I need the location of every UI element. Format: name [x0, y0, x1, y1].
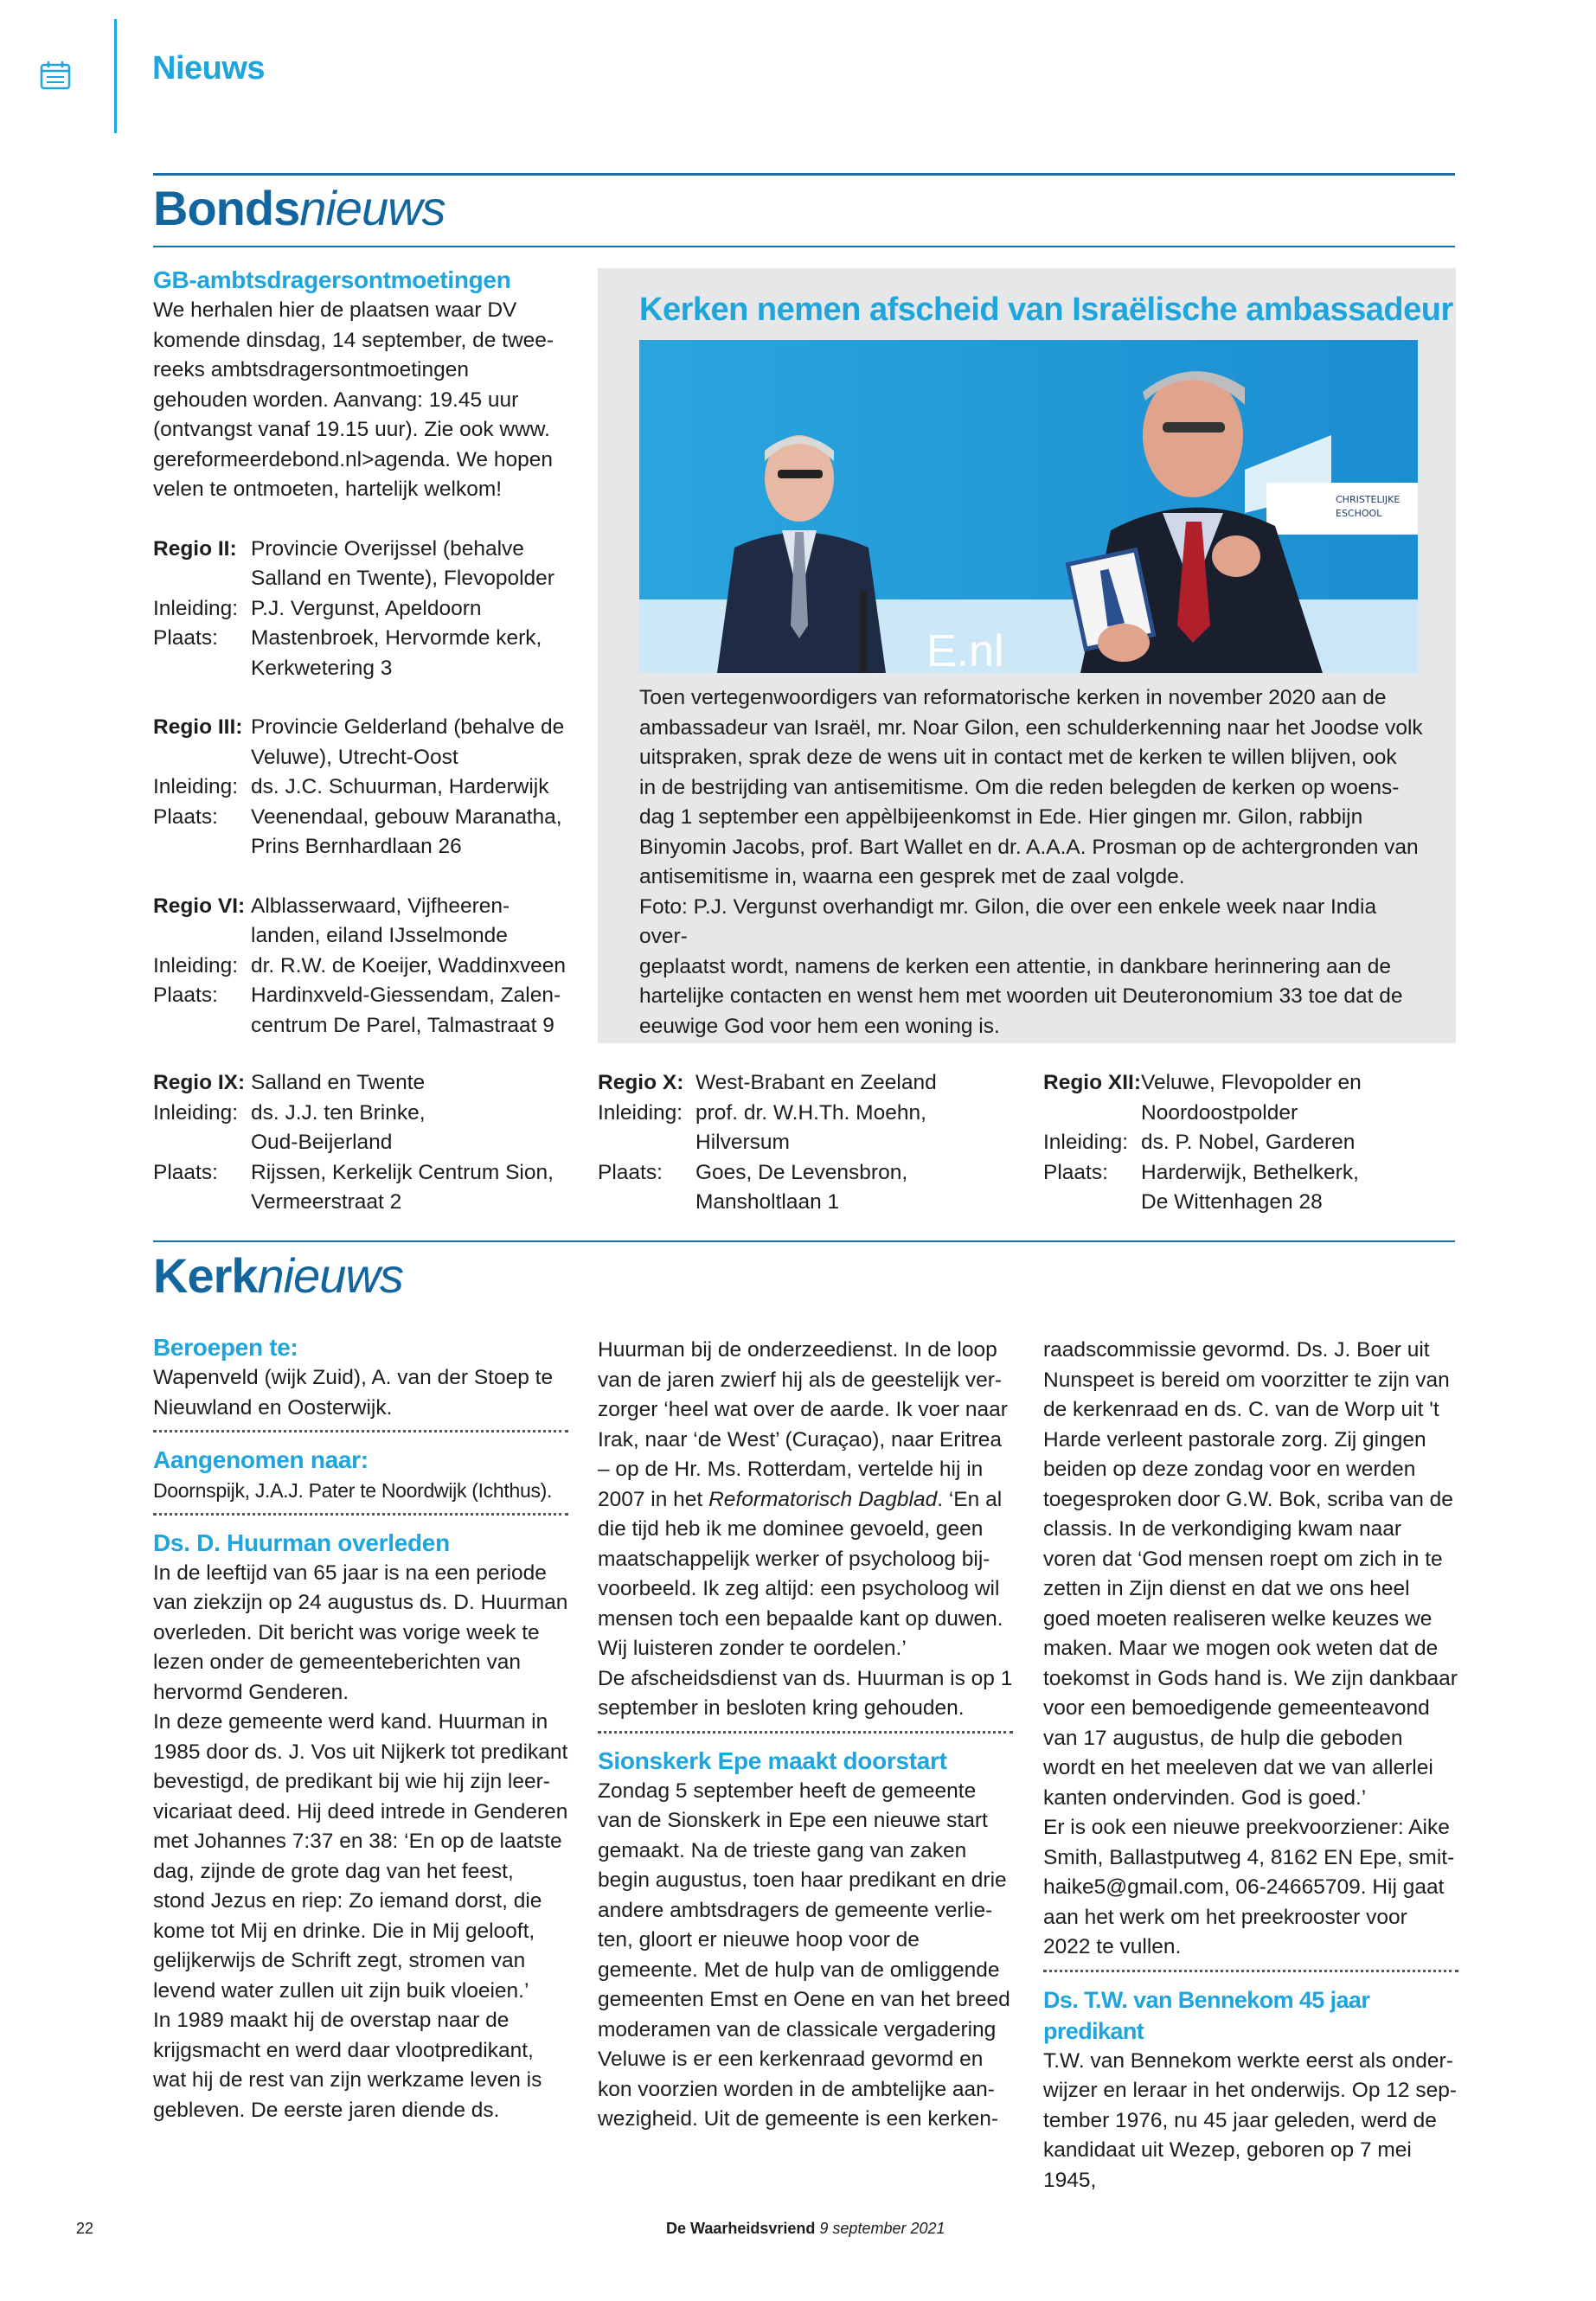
region-value-line: centrum De Parel, Talmastraat 9 [251, 1013, 554, 1037]
huurman-heading: Ds. D. Huurman overleden [153, 1529, 450, 1556]
text-line: In 1989 maakt hij de overstap naar de [153, 2009, 510, 2032]
text-line: de kerkenraad en ds. C. van de Worp uit 't [1043, 1398, 1439, 1421]
region-value-line: landen, eiland IJsselmonde [251, 924, 508, 947]
logo-line-2: ESCHOOL [1336, 508, 1382, 519]
text-line: Huurman bij de onderzeedienst. In de loop [598, 1338, 997, 1362]
text-line: vicariaat deed. Hij deed intrede in Genderen [153, 1799, 568, 1823]
text-line: moderamen van de classicale vergadering [598, 2017, 997, 2041]
region-row [153, 803, 564, 862]
region-value [251, 1068, 554, 1099]
region-key: Regio XII: [1043, 1071, 1141, 1094]
region-value-line: De Wittenhagen 28 [1141, 1190, 1323, 1214]
region-value-line: ds. J.C. Schuurman, Harderwijk [251, 775, 549, 798]
text-line: Binyomin Jacobs, prof. Bart Wallet en dr. A.A.A. Prosman op de achtergronden van [639, 835, 1419, 859]
dotted-divider [153, 1513, 568, 1516]
region-value [251, 594, 554, 625]
magazine-name: De Waarheidsvriend [666, 2220, 816, 2237]
region-row [1043, 1068, 1362, 1128]
text-line: krijgsmacht en werd daar vlootpredikant, [153, 2038, 534, 2062]
text-line: classis. In de verkondiging kwam naar [1043, 1517, 1401, 1541]
region-table [153, 535, 554, 684]
text-line: die tijd heb ik me dominee gevoeld, geen [598, 1517, 984, 1541]
text-line: wordt en het meeleven dat we van allerlei [1043, 1756, 1433, 1779]
beroepen-text [153, 1363, 568, 1423]
heading-bold: Bonds [153, 181, 300, 235]
heading-italic: nieuws [299, 181, 445, 235]
region-value-line: Salland en Twente), Flevopolder [251, 567, 554, 590]
region-key: Inleiding: [153, 1100, 239, 1125]
text-line: gelijkerwijs de Schrift zegt, stromen van [153, 1949, 526, 1972]
page-number: 22 [76, 2220, 94, 2237]
region-key: Inleiding: [153, 596, 239, 620]
region-value [251, 713, 564, 772]
region-value-line: Rijssen, Kerkelijk Centrum Sion, [251, 1160, 554, 1184]
text-line: van 17 augustus, de hulp die geboden [1043, 1726, 1403, 1750]
region-key: Inleiding: [1043, 1131, 1129, 1154]
region-key: Plaats: [153, 804, 218, 829]
huurman-text-cont [598, 1336, 1013, 1485]
text-line: We herhalen hier de plaatsen waar DV [153, 298, 517, 322]
gb-text [153, 296, 577, 505]
issue-date: 9 september 2021 [819, 2220, 945, 2237]
region-value-line: Vermeerstraat 2 [251, 1190, 402, 1214]
region-value-line: Prins Bernhardlaan 26 [251, 835, 462, 858]
text-line: ten, gloort er nieuwe hoop voor de [598, 1928, 920, 1952]
text-line: In deze gemeente werd kand. Huurman in [153, 1710, 548, 1734]
rule-above-kerknieuws [153, 1240, 1455, 1242]
text-line: aan het werk om het preekrooster voor [1043, 1905, 1407, 1929]
aangenomen-heading: Aangenomen naar: [153, 1446, 369, 1473]
region-key: Plaats: [1043, 1160, 1108, 1184]
region-key: Inleiding: [598, 1100, 683, 1125]
region-table [153, 892, 566, 1042]
region-value-line: Noordoostpolder [1141, 1100, 1298, 1125]
text-line: met Johannes 7:37 en 38: ‘En op de laatste [153, 1830, 562, 1853]
text-line: voorbeeld. Ik zeg altijd: een psycholoog wil [598, 1577, 1000, 1600]
region-key: Regio II: [153, 536, 237, 561]
text-line: andere ambtsdragers de gemeente verlie- [598, 1898, 993, 1922]
region-value-line: Goes, De Levensbron, [695, 1160, 908, 1184]
text-line [598, 1485, 1013, 1516]
region-value [1141, 1068, 1362, 1128]
text-line: – op de Hr. Ms. Rotterdam, vertelde hij in [598, 1458, 984, 1481]
text-line: Foto: P.J. Vergunst overhandigt mr. Gilon, die over een enkele week naar India over- [639, 894, 1377, 948]
region-value-line: Salland en Twente [251, 1071, 426, 1094]
text-line: Irak, naar ‘de West’ (Curaçao), naar Eritrea [598, 1427, 1003, 1452]
epe-text [598, 1777, 1013, 2135]
region-table [153, 713, 564, 862]
region-row [598, 1068, 937, 1099]
region-value-line: P.J. Vergunst, Apeldoorn [251, 596, 482, 620]
logo-line-1: CHRISTELIJKE [1336, 494, 1401, 505]
epe-heading: Sionskerk Epe maakt doorstart [598, 1747, 947, 1774]
rule-under-bondsnieuws [153, 246, 1455, 247]
text-line: maken. Maar we mogen ook weten dat de [1043, 1637, 1439, 1660]
text-line: goed moeten realiseren welke keuzes we [1043, 1606, 1433, 1631]
text-line: Er is ook een nieuwe preekvoorziener: Aike [1043, 1816, 1450, 1839]
box-title: Kerken nemen afscheid van Israëlische ambassadeur [639, 292, 1453, 328]
ambassador-photo [639, 340, 1418, 673]
region-row [598, 1099, 937, 1158]
bondsnieuws-heading [153, 180, 445, 236]
region-row [153, 892, 566, 952]
bennekom-heading: Ds. T.W. van Bennekom 45 jaar predikant [1043, 1986, 1370, 2044]
text-line: in de bestrijding van antisemitisme. Om die reden belegden de kerken op woens- [639, 775, 1400, 799]
text-line: gehouden worden. Aanvang: 19.45 uur [153, 388, 519, 412]
text-line: De afscheidsdienst van ds. Huurman is op 1 [598, 1666, 1013, 1690]
region-value-line: Oud-Beijerland [251, 1131, 393, 1154]
text-line: reeks ambtsdragersontmoetingen [153, 358, 469, 381]
region-key: Regio X: [598, 1071, 684, 1094]
text-line: zetten in Zijn dienst en dat we ons heel [1043, 1577, 1410, 1600]
region-row [153, 535, 554, 594]
epe-text-cont [1043, 1336, 1458, 1963]
region-value [695, 1158, 937, 1218]
region-key: Plaats: [153, 626, 218, 650]
text-line: Wij luisteren zonder te oordelen.’ [598, 1637, 907, 1660]
text-line: 2022 te vullen. [1043, 1935, 1182, 1958]
text-line: gereformeerdebond.nl>agenda. We hopen [153, 447, 553, 471]
text-line: (ontvangst vanaf 19.15 uur). Zie ook www. [153, 418, 550, 441]
text-line: begin augustus, toen haar predikant en drie [598, 1868, 1007, 1892]
kerknieuws-col-1 [153, 1332, 568, 2125]
text-line: Nieuwland en Oosterwijk. [153, 1395, 393, 1420]
heading-bold: Kerk [153, 1248, 258, 1303]
region-value-line: ds. J.J. ten Brinke, [251, 1100, 426, 1125]
region-value [251, 952, 566, 982]
region-x [598, 1068, 1022, 1218]
bennekom-text [1043, 2047, 1458, 2196]
region-value [251, 772, 564, 803]
region-value-line: Mastenbroek, Hervormde kerk, [251, 626, 542, 650]
region-value-line: Kerkwetering 3 [251, 656, 393, 680]
text-line: tember 1976, nu 45 jaar geleden, werd de [1043, 2108, 1437, 2132]
region-key: Regio VI: [153, 894, 246, 918]
region-value-line: Hardinxveld-Giessendam, Zalen- [251, 984, 561, 1007]
region-row [153, 772, 564, 803]
region-value [251, 1158, 554, 1218]
text-line: eeuwige God voor hem een woning is. [639, 1014, 1000, 1038]
kerknieuws-col-2 [598, 1336, 1013, 2135]
text-line: gemeente. Met de hulp van de omliggende [598, 1958, 1000, 1982]
region-row [153, 1068, 554, 1099]
region-row [153, 1099, 554, 1158]
text-line: velen te ontmoeten, hartelijk welkom! [153, 478, 503, 501]
huurman-text [153, 1559, 568, 2126]
text-line: antisemitisme in, waarna een gesprek met de zaal volgde. [639, 865, 1185, 888]
region-value-line: ds. P. Nobel, Garderen [1141, 1131, 1356, 1154]
region-value [251, 892, 566, 952]
text-fragment: . ‘En al [937, 1487, 1003, 1511]
text-line: Toen vertegenwoordigers van reformatorische kerken in november 2020 aan de [639, 686, 1387, 709]
text-line: dag 1 september een appèlbijeenkomst in Ede. Hier gingen mr. Gilon, rabbijn [639, 805, 1363, 829]
region-value-line: Hilversum [695, 1131, 790, 1154]
text-line: voor een bemoedigende gemeenteavond [1043, 1696, 1430, 1720]
regions-left [153, 535, 577, 1042]
huurman-text-end [598, 1515, 1013, 1724]
text-line: beiden op deze zondag voor en werden [1043, 1458, 1416, 1481]
text-line: kanten ondervinden. God is goed.’ [1043, 1785, 1367, 1810]
text-line: komende dinsdag, 14 september, de twee- [153, 328, 554, 352]
text-line: wijzer en leraar in het onderwijs. Op 12 sep- [1043, 2079, 1457, 2102]
region-row [153, 624, 554, 683]
region-value [251, 1099, 554, 1158]
calendar-icon [40, 61, 71, 90]
region-key: Regio IX: [153, 1071, 246, 1094]
region-row [153, 713, 564, 772]
section-title: Nieuws [152, 50, 266, 87]
kerknieuws-heading [153, 1247, 403, 1304]
beroepen-heading: Beroepen te: [153, 1334, 298, 1361]
text-line: raadscommissie gevormd. Ds. J. Boer uit [1043, 1338, 1430, 1362]
gb-heading: GB-ambtsdragersontmoetingen [153, 266, 511, 293]
text-line: ambassadeur van Israël, mr. Noar Gilon, een schulderkenning naar het Joodse volk [639, 715, 1423, 740]
region-row [153, 952, 566, 982]
kerknieuws-col-3 [1043, 1336, 1458, 2195]
region-value-line: Provincie Gelderland (behalve de [251, 715, 565, 739]
text-line: overleden. Dit bericht was vorige week te [153, 1620, 540, 1644]
region-table [1043, 1068, 1362, 1218]
text-line: gemeenten Emst en Oene en van het breed [598, 1988, 1010, 2011]
region-row [153, 594, 554, 625]
region-row [1043, 1128, 1362, 1158]
region-value-line: Veluwe), Utrecht-Oost [251, 745, 458, 769]
region-value [251, 981, 566, 1041]
text-line: gemaakt. Na de trieste gang van zaken [598, 1838, 967, 1862]
text-line: 1985 door ds. J. Vos uit Nijkerk tot predikant [153, 1740, 568, 1764]
text-line: wezigheid. Uit de gemeente is een kerken- [598, 2107, 999, 2131]
header-divider [114, 19, 117, 133]
aangenomen-text [153, 1476, 568, 1506]
region-value-line: Harderwijk, Bethelkerk, [1141, 1160, 1359, 1184]
text-line: dag, zijnde de grote dag van het feest, [153, 1859, 514, 1883]
text-line: T.W. van Bennekom werkte eerst als onder- [1043, 2048, 1453, 2073]
region-value [251, 624, 554, 683]
text-line: voren dat ‘God mensen roept om zich in te [1043, 1547, 1443, 1571]
text-line: wat hij de rest van zijn werkzame leven is [153, 2068, 542, 2092]
dotted-divider [153, 1430, 568, 1433]
text-line: september in besloten kring gehouden. [598, 1696, 965, 1720]
region-row [598, 1158, 937, 1218]
region-ix [153, 1068, 577, 1218]
region-key: Regio III: [153, 715, 243, 739]
gb-article [153, 265, 577, 1041]
region-value-line: Alblasserwaard, Vijfheeren- [251, 894, 510, 918]
text-line: uitspraken, sprak deze de wens uit in contact met de kerken te willen blijven, ook [639, 746, 1397, 769]
region-value-line: Mansholtlaan 1 [695, 1190, 840, 1214]
heading-italic: nieuws [257, 1248, 403, 1303]
text-line: Smith, Ballastputweg 4, 8162 EN Epe, smit- [1043, 1845, 1455, 1869]
text-line: toegesproken door G.W. Bok, scriba van de [1043, 1487, 1453, 1511]
footer-magazine [666, 2220, 945, 2238]
dotted-divider [1043, 1970, 1458, 1972]
dotted-divider [598, 1731, 1013, 1734]
text-line: bevestigd, de predikant bij wie hij zijn leer- [153, 1770, 550, 1793]
text-line: zorger ‘heel wat over de aarde. Ik voer naar [598, 1398, 1008, 1421]
photo-sign: E.nl [926, 626, 1004, 673]
text-line: Nunspeet is bereid om voorzitter te zijn van [1043, 1368, 1450, 1392]
text-line: haike5@gmail.com, 06-24665709. Hij gaat [1043, 1875, 1445, 1899]
text-line: van de Sionskerk in Epe een nieuwe start [598, 1809, 988, 1832]
region-key: Plaats: [153, 1160, 218, 1184]
text-line: kon voorzien worden in de ambtelijke aan- [598, 2077, 995, 2101]
text-line: hartelijke contacten en wenst hem met woorden uit Deuteronomium 33 toe dat de [639, 984, 1403, 1008]
region-value [695, 1068, 937, 1099]
text-fragment: 2007 in het [598, 1487, 709, 1511]
region-key: Inleiding: [153, 775, 239, 798]
text-line: Zondag 5 september heeft de gemeente [598, 1779, 977, 1803]
text-line: levend water zullen uit zijn buik vloeien.’ [153, 1978, 529, 2003]
text-line: Harde verleent pastorale zorg. Zij gingen [1043, 1427, 1426, 1452]
text-line: hervormd Genderen. [153, 1680, 349, 1704]
text-line: stond Jezus en riep: Zo iemand dorst, die [153, 1889, 542, 1913]
region-value [251, 535, 554, 594]
region-value [695, 1099, 937, 1158]
text-line: gebleven. De eerste jaren diende ds. [153, 2098, 500, 2122]
region-value [251, 803, 564, 862]
region-value-line: Veenendaal, gebouw Maranatha, [251, 804, 562, 829]
region-row [153, 1158, 554, 1218]
region-key: Inleiding: [153, 953, 239, 977]
region-key: Plaats: [598, 1160, 663, 1184]
text-line: toekomst in Gods hand is. We zijn dankbaar [1043, 1666, 1458, 1690]
region-value [1141, 1128, 1362, 1158]
text-line: maatschappelijk werker of psycholoog bij- [598, 1547, 990, 1571]
text-line: kome tot Mij en drinke. Die in Mij gelooft, [153, 1919, 535, 1943]
region-key: Plaats: [153, 984, 218, 1007]
region-value-line: Provincie Overijssel (behalve [251, 536, 524, 561]
newspaper-title: Reformatorisch Dagblad [708, 1487, 938, 1511]
region-value-line: Veluwe, Flevopolder en [1141, 1071, 1362, 1094]
text-line: Wapenveld (wijk Zuid), A. van der Stoep te [153, 1366, 554, 1389]
region-value [1141, 1158, 1362, 1218]
text-line: In de leeftijd van 65 jaar is na een periode [153, 1561, 547, 1585]
text-line: Doornspijk, J.A.J. Pater te Noordwijk (Ichthus). [153, 1479, 553, 1502]
region-table [153, 1068, 554, 1218]
region-xii [1043, 1068, 1467, 1218]
region-row [153, 981, 566, 1041]
region-value-line: West-Brabant en Zeeland [695, 1071, 937, 1094]
text-line: van ziekzijn op 24 augustus ds. D. Huurman [153, 1591, 568, 1614]
text-line: Veluwe is er een kerkenraad gevormd en [598, 2048, 984, 2071]
text-line: lezen onder de gemeenteberichten van [153, 1650, 521, 1674]
text-line: kandidaat uit Wezep, geboren op 7 mei 1945, [1043, 2138, 1412, 2192]
region-value-line: dr. R.W. de Koeijer, Waddinxveen [251, 953, 567, 977]
region-row [1043, 1158, 1362, 1218]
region-value-line: prof. dr. W.H.Th. Moehn, [695, 1100, 926, 1125]
text-line: geplaatst wordt, namens de kerken een attentie, in dankbare herinnering aan de [639, 954, 1391, 978]
text-line: mensen toch een bepaalde kant op duwen. [598, 1606, 1003, 1631]
region-table [598, 1068, 937, 1218]
text-line: van de jaren zwierf hij als de geestelijk ver- [598, 1368, 1003, 1392]
box-caption [639, 683, 1426, 1042]
rule-top [153, 173, 1455, 176]
